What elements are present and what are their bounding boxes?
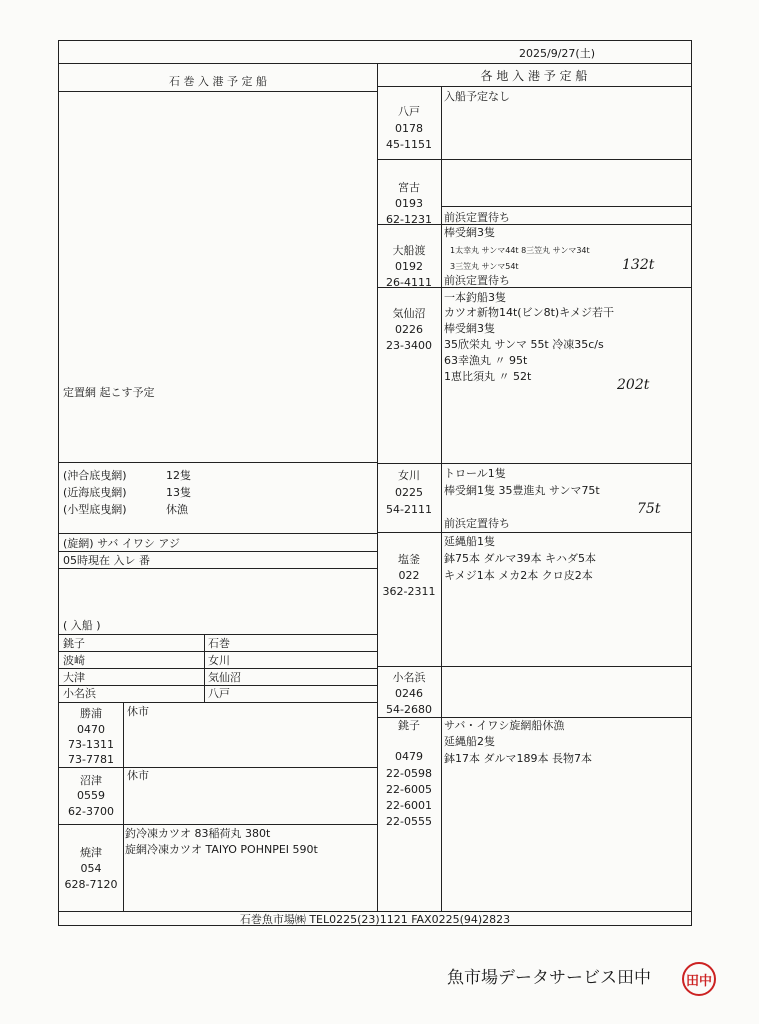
teichi-note: 定置網 起こす予定 <box>63 386 155 399</box>
arrival-port: 八戸 <box>208 687 230 700</box>
port-code: 0178 <box>395 122 423 135</box>
divider <box>377 717 691 718</box>
port-line: 63幸漁丸 〃 95t <box>444 354 528 367</box>
left-header: 石 巻 入 港 予 定 船 <box>169 75 267 88</box>
port-status: 休市 <box>127 769 149 782</box>
makiami-time: 05時現在 入レ 番 <box>63 554 150 567</box>
divider <box>377 159 691 160</box>
port-line: 前浜定置待ち <box>444 517 510 530</box>
divider <box>59 551 377 552</box>
divider <box>59 91 377 92</box>
port-line: 前浜定置待ち <box>444 274 510 287</box>
port-line: 棒受網1隻 35豊進丸 サンマ75t <box>444 484 600 497</box>
port-tel: 62-1231 <box>386 213 432 226</box>
divider <box>59 568 377 569</box>
port-line: 棒受網3隻 <box>444 226 495 239</box>
arrival-port: 女川 <box>208 654 230 667</box>
port-tel: 22-0598 <box>386 767 432 780</box>
port-line: 鉢17本 ダルマ189本 長物7本 <box>444 752 592 765</box>
trawl-value: 13隻 <box>166 486 191 499</box>
port-line: 延縄船2隻 <box>444 735 495 748</box>
signature-text: 魚市場データサービス田中 <box>447 968 651 988</box>
port-tel: 26-4111 <box>386 276 432 289</box>
port-line: サバ・イワシ旋網船休漁 <box>444 719 565 732</box>
port-line: 延縄船1隻 <box>444 535 495 548</box>
divider <box>59 462 377 463</box>
trawl-type: (近海底曳網) <box>63 486 127 499</box>
trawl-value: 12隻 <box>166 469 191 482</box>
divider <box>59 634 377 635</box>
port-name: 銚子 <box>398 719 420 732</box>
arrival-port: 大津 <box>63 671 85 684</box>
port-line: トロール1隻 <box>444 467 506 480</box>
port-line: 鉢75本 ダルマ39本 キハダ5本 <box>444 552 596 565</box>
port-tel: 73-7781 <box>68 753 114 766</box>
port-name: 宮古 <box>398 181 420 194</box>
port-name: 気仙沼 <box>392 307 426 320</box>
port-name: 女川 <box>398 469 420 482</box>
divider <box>377 86 691 87</box>
divider <box>59 533 377 534</box>
makiami-line: (旋網) サバ イワシ アジ <box>63 537 180 550</box>
port-line: 棒受網3隻 <box>444 322 495 335</box>
handwritten-total: 132t <box>622 257 655 273</box>
port-tel: 22-6001 <box>386 799 432 812</box>
port-code: 054 <box>80 862 102 875</box>
seal-stamp: 田中 <box>682 962 716 996</box>
handwritten-total: 75t <box>637 501 661 517</box>
port-tel: 73-1311 <box>68 738 114 751</box>
port-line: 3三笠丸 サンマ54t <box>450 262 519 271</box>
footer-contact: 石巻魚市場㈱ TEL0225(23)1121 FAX0225(94)2823 <box>239 913 511 926</box>
divider <box>377 463 691 464</box>
report-date: 2025/9/27(土) <box>519 47 595 60</box>
arrival-port: 気仙沼 <box>208 671 241 684</box>
port-name: 大船渡 <box>392 244 426 257</box>
handwritten-total: 202t <box>617 377 650 393</box>
divider <box>59 63 691 64</box>
divider <box>59 702 377 703</box>
divider <box>377 666 691 667</box>
divider <box>59 824 377 825</box>
port-line: 旋網冷凍カツオ TAIYO POHNPEI 590t <box>125 843 318 856</box>
port-name: 勝浦 <box>80 707 102 720</box>
divider <box>59 668 377 669</box>
port-code: 0193 <box>395 197 423 210</box>
port-code: 0192 <box>395 260 423 273</box>
port-line: 1太幸丸 サンマ44t 8三笠丸 サンマ34t <box>450 246 590 255</box>
port-line: 釣冷凍カツオ 83稲荷丸 380t <box>125 827 271 840</box>
port-line: 前浜定置待ち <box>444 211 510 224</box>
arrival-port: 小名浜 <box>63 687 96 700</box>
arrival-port: 波崎 <box>63 654 85 667</box>
port-tel: 23-3400 <box>386 339 432 352</box>
trawl-type: (沖合底曳網) <box>63 469 127 482</box>
divider <box>59 651 377 652</box>
trawl-value: 休漁 <box>166 503 188 516</box>
port-name: 沼津 <box>80 774 102 787</box>
port-code: 0226 <box>395 323 423 336</box>
divider <box>59 767 377 768</box>
port-tel: 54-2111 <box>386 503 432 516</box>
divider <box>441 206 691 207</box>
arrivals-label: ( 入船 ) <box>63 619 101 632</box>
arrival-port: 銚子 <box>63 637 85 650</box>
divider <box>377 224 691 225</box>
port-name: 塩釜 <box>398 553 420 566</box>
port-status: 休市 <box>127 705 149 718</box>
port-tel: 54-2680 <box>386 703 432 716</box>
port-code: 022 <box>398 569 420 582</box>
port-line: キメジ1本 メカ2本 クロ皮2本 <box>444 569 593 582</box>
report-sheet <box>58 40 692 926</box>
port-tel: 62-3700 <box>68 805 114 818</box>
port-line: 入船予定なし <box>444 90 510 103</box>
port-name: 焼津 <box>80 846 102 859</box>
port-code: 0559 <box>77 789 105 802</box>
port-line: 1恵比須丸 〃 52t <box>444 370 532 383</box>
port-name: 八戸 <box>398 105 420 118</box>
port-code: 0246 <box>395 687 423 700</box>
port-tel: 22-0555 <box>386 815 432 828</box>
port-line: カツオ新物14t(ビン8t)キメジ若干 <box>444 306 614 319</box>
port-tel: 22-6005 <box>386 783 432 796</box>
port-line: 35欣栄丸 サンマ 55t 冷凍35c/s <box>444 338 604 351</box>
port-tel: 45-1151 <box>386 138 432 151</box>
port-code: 0225 <box>395 486 423 499</box>
port-code: 0479 <box>395 750 423 763</box>
divider <box>59 911 691 912</box>
divider <box>123 702 124 911</box>
port-tel: 362-2311 <box>382 585 436 598</box>
port-line: 一本釣船3隻 <box>444 291 506 304</box>
port-tel: 628-7120 <box>64 878 118 891</box>
divider <box>441 86 442 911</box>
right-header: 各 地 入 港 予 定 船 <box>480 69 588 83</box>
divider <box>59 685 377 686</box>
divider <box>377 532 691 533</box>
trawl-type: (小型底曳網) <box>63 503 127 516</box>
port-code: 0470 <box>77 723 105 736</box>
arrival-port: 石巻 <box>208 637 230 650</box>
divider <box>377 287 691 288</box>
port-name: 小名浜 <box>392 671 426 684</box>
